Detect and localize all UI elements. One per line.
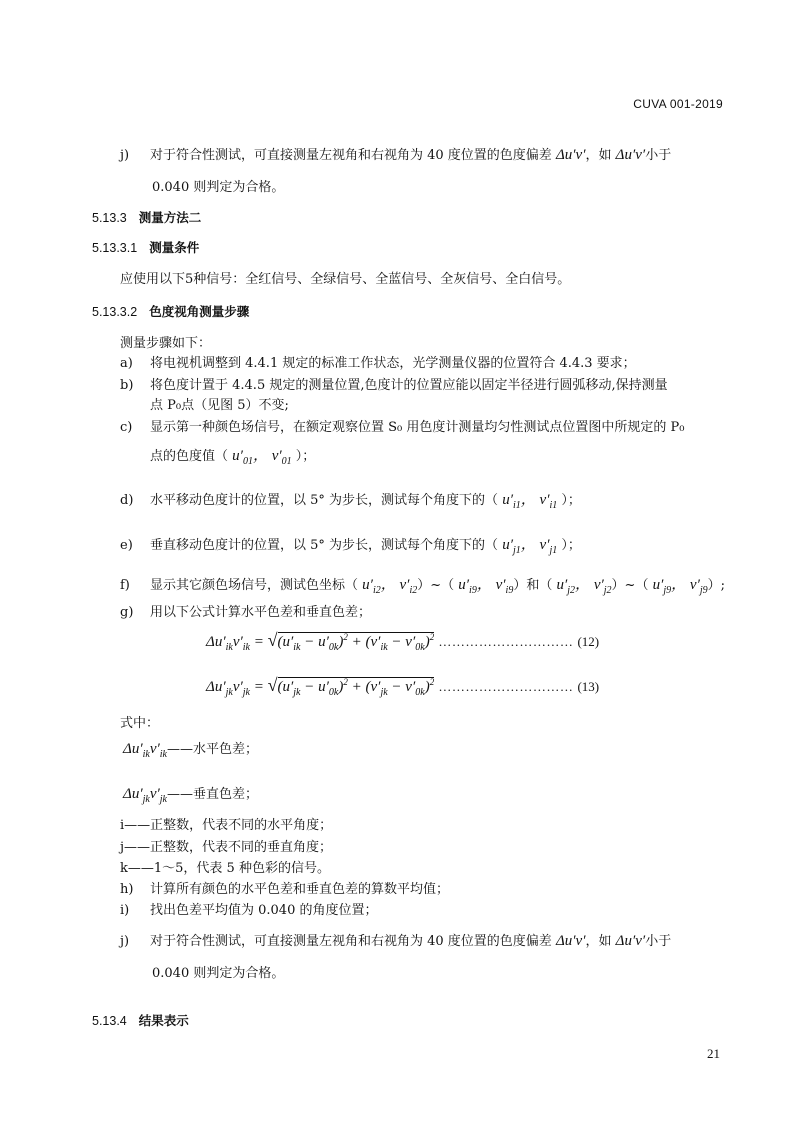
item-text: ，如 (585, 148, 612, 163)
section-title: 测量条件 (149, 241, 200, 255)
item-text: ）； (561, 493, 581, 508)
item-text: 对于符合性测试，可直接测量左视角和右视角为 40 度位置的色度偏差 (150, 934, 552, 949)
item-label: f) (120, 578, 130, 593)
item-text: ）； (295, 449, 316, 464)
var-j: j——正整数，代表不同的垂直角度； (120, 840, 333, 855)
item-text: ，如 (585, 934, 612, 949)
formula-uv-i1: $u'_{i1}$， $v'_{i1}$ (502, 492, 558, 511)
step-a (120, 352, 636, 371)
formula-uv-01: $u'_{01}$， $v'_{01}$ (232, 448, 292, 467)
item-text: 将色度计置于 4.4.5 规定的测量位置,色度计的位置应能以固定半径进行圆弧移动,保持测量 (150, 378, 668, 393)
formula-uv-i9: $u'_{i9}$， $v'_{i9}$ (458, 577, 514, 596)
item-text: 小于 (645, 934, 672, 949)
formula-vertical-symbol: $\Delta u'_{jk}v'_{jk}$ (123, 786, 167, 805)
item-label: i) (120, 903, 130, 918)
item-label: b) (120, 378, 134, 393)
step-b-line2: 点 P₀点（见图 5）不变; (150, 398, 289, 413)
item-label: j) (120, 934, 130, 949)
formula-delta-uv: Δu′v′ (555, 147, 586, 163)
def-horizontal (123, 738, 258, 760)
document-code: CUVA 001-2019 (633, 97, 723, 111)
item-text: 对于符合性测试，可直接测量左视角和右视角为 40 度位置的色度偏差 (150, 148, 552, 163)
var-k: k——1～5，代表 5 种色彩的信号。 (120, 861, 330, 876)
formula-uv-j9: $u'_{j9}$， $v'_{j9}$ (652, 577, 708, 596)
formula-horizontal-symbol: $\Delta u'_{ik}v'_{ik}$ (123, 741, 167, 760)
formula-vertical-color-diff: $\Delta u'_{jk}v'_{jk} = √(u'_{jk} - u'_{0k})^2 + (v'_{jk} - v'_{0k})^2$ (206, 675, 435, 698)
item-text: ）; (707, 578, 726, 593)
section-title: 结果表示 (138, 1014, 189, 1028)
section-heading (92, 208, 201, 226)
step-b (120, 374, 668, 393)
page-number: 21 (707, 1046, 720, 1061)
section-title: 测量方法二 (138, 211, 202, 225)
item-text: ）和（ (513, 578, 553, 593)
leader-dots: ………………………… (438, 679, 574, 694)
section-heading (92, 1011, 189, 1029)
item-text: ）； (561, 538, 581, 553)
section-heading (92, 238, 199, 256)
formula-delta-uv: Δu′v′ (615, 933, 646, 949)
def-vertical (123, 783, 258, 805)
formula-12 (206, 630, 599, 653)
step-g (120, 601, 371, 620)
formula-uv-j1: $u'_{j1}$， $v'_{j1}$ (502, 537, 558, 556)
item-text: 将电视机调整到 4.4.1 规定的标准工作状态，光学测量仪器的位置符合 4.4.3 要求； (150, 356, 636, 371)
item-label: g) (120, 605, 134, 620)
item-text: 垂直移动色度计的位置，以 5° 为步长，测试每个角度下的（ (150, 538, 499, 553)
item-text: 显示其它颜色场信号，测试色坐标（ (150, 578, 359, 593)
item-text: 找出色差平均值为 0.040 的角度位置； (150, 903, 378, 918)
step-h (120, 878, 449, 897)
item-j-bottom (120, 930, 671, 950)
item-text: 用以下公式计算水平色差和垂直色差； (150, 605, 372, 620)
steps-intro: 测量步骤如下： (120, 336, 212, 351)
item-label: d) (120, 493, 134, 508)
item-label: a) (120, 356, 133, 371)
item-text: 点的色度值（ (150, 449, 229, 464)
section-number: 5.13.3.2 (92, 305, 138, 319)
section-number: 5.13.3.1 (92, 241, 138, 255)
formula-horizontal-color-diff: $\Delta u'_{ik}v'_{ik} = √(u'_{ik} - u'_{0k})^2 + (v'_{ik} - v'_{0k})^2$ (206, 630, 435, 653)
item-j-bottom-line2: 0.040 则判定为合格。 (152, 966, 285, 981)
signals-paragraph: 应使用以下5种信号：全红信号、全绿信号、全蓝信号、全灰信号、全白信号。 (120, 272, 571, 287)
formula-uv-j2: $u'_{j2}$， $v'_{j2}$ (556, 577, 612, 596)
item-text: 水平移动色度计的位置，以 5° 为步长，测试每个角度下的（ (150, 493, 499, 508)
formula-13 (206, 675, 599, 698)
def-text: ——垂直色差； (166, 787, 258, 802)
item-j-top (120, 144, 671, 164)
item-text: 小于 (645, 148, 672, 163)
item-j-top-line2: 0.040 则判定为合格。 (152, 180, 285, 195)
item-label: j) (120, 148, 130, 163)
var-i: i——正整数，代表不同的水平角度； (120, 818, 333, 833)
step-c-line2 (150, 444, 315, 467)
section-number: 5.13.3 (92, 211, 127, 225)
step-e (120, 533, 581, 556)
where-label: 式中： (120, 716, 160, 731)
formula-delta-uv: Δu′v′ (615, 147, 646, 163)
item-text: 计算所有颜色的水平色差和垂直色差的算数平均值； (150, 882, 450, 897)
section-number: 5.13.4 (92, 1014, 127, 1028)
section-heading (92, 302, 249, 320)
equation-number: (13) (577, 679, 600, 694)
step-f (120, 573, 725, 596)
item-text: ）~（ (611, 578, 649, 593)
step-d (120, 488, 581, 511)
section-title: 色度视角测量步骤 (149, 305, 250, 319)
step-i (120, 899, 377, 918)
leader-dots: ………………………… (438, 634, 574, 649)
item-label: h) (120, 882, 134, 897)
item-text: 显示第一种颜色场信号，在额定观察位置 S₀ 用色度计测量均匀性测试点位置图中所规定的 P₀ (150, 420, 685, 435)
item-label: c) (120, 420, 133, 435)
equation-number: (12) (577, 634, 600, 649)
def-text: ——水平色差； (166, 742, 258, 757)
item-text: ）~（ (417, 578, 455, 593)
formula-uv-i2: $u'_{i2}$， $v'_{i2}$ (362, 577, 418, 596)
item-label: e) (120, 538, 133, 553)
step-c (120, 416, 684, 435)
formula-delta-uv: Δu′v′ (555, 933, 586, 949)
